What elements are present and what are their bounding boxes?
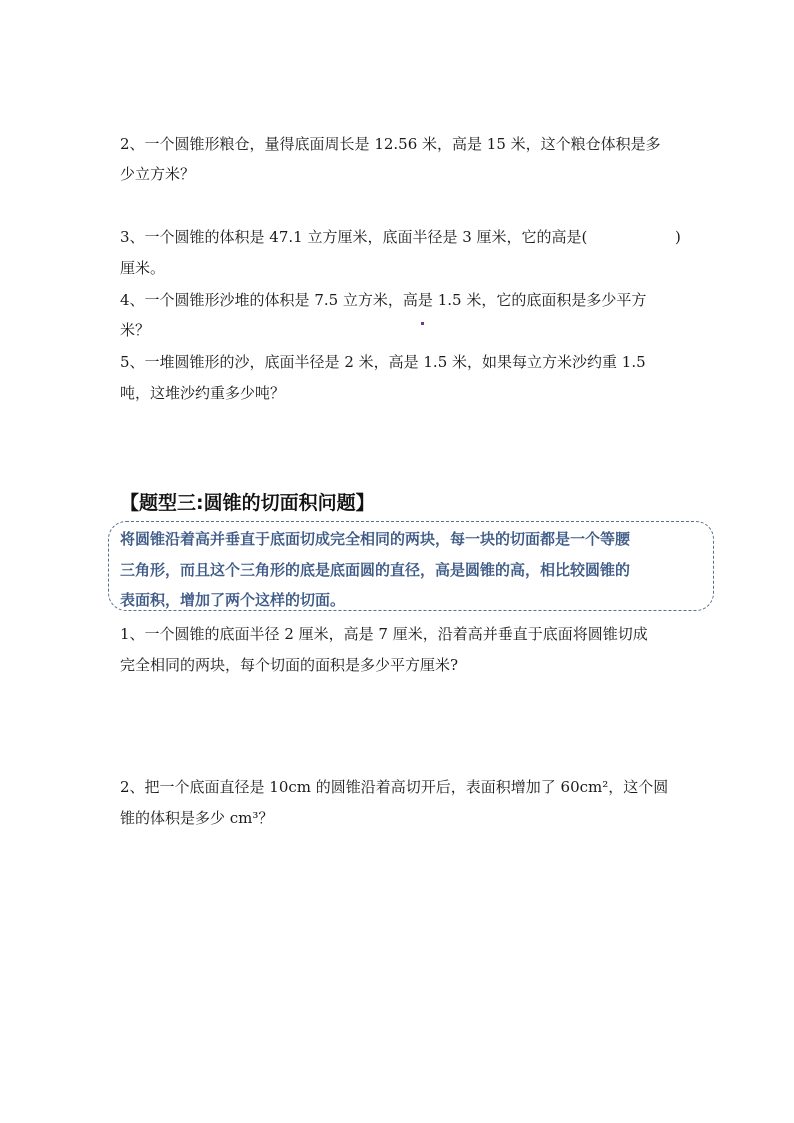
question-4-line-1: 4、一个圆锥形沙堆的体积是 7.5 立方米，高是 1.5 米，它的底面积是多少平方 (120, 291, 647, 309)
question-5-line-1: 5、一堆圆锥形的沙，底面半径是 2 米，高是 1.5 米，如果每立方米沙约重 1.5 (120, 353, 646, 371)
question-3-line-1: 3、一个圆锥的体积是 47.1 立方厘米，底面半径是 3 厘米，它的高是( (120, 228, 588, 246)
section3-question-2-line-1: 2、把一个底面直径是 10cm 的圆锥沿着高切开后，表面积增加了 60cm²，这个圆 (120, 778, 669, 796)
question-2-line-1: 2、一个圆锥形粮仓，量得底面周长是 12.56 米，高是 15 米，这个粮仓体积是多 (120, 135, 661, 153)
tip-line-2: 三角形，而且这个三角形的底是底面圆的直径，高是圆锥的高，相比较圆锥的 (120, 561, 631, 579)
question-3-line-2: 厘米。 (120, 259, 166, 277)
stray-mark (421, 322, 424, 325)
answer-blank-close-paren: ) (675, 228, 681, 246)
tip-line-1: 将圆锥沿着高并垂直于底面切成完全相同的两块，每一块的切面都是一个等腰 (120, 530, 631, 548)
question-5-line-2: 吨，这堆沙约重多少吨？ (120, 384, 286, 402)
tip-line-3: 表面积，增加了两个这样的切面。 (120, 591, 346, 609)
section3-question-1-line-1: 1、一个圆锥的底面半径 2 厘米，高是 7 厘米，沿着高并垂直于底面将圆锥切成 (120, 625, 648, 643)
section-heading: 【题型三:圆锥的切面积问题】 (120, 492, 375, 514)
section3-question-2-line-2: 锥的体积是多少 cm³？ (120, 809, 274, 827)
question-2-line-2: 少立方米？ (120, 165, 196, 183)
question-4-line-2: 米？ (120, 321, 151, 339)
section3-question-1-line-2: 完全相同的两块，每个切面的面积是多少平方厘米? (120, 656, 459, 674)
